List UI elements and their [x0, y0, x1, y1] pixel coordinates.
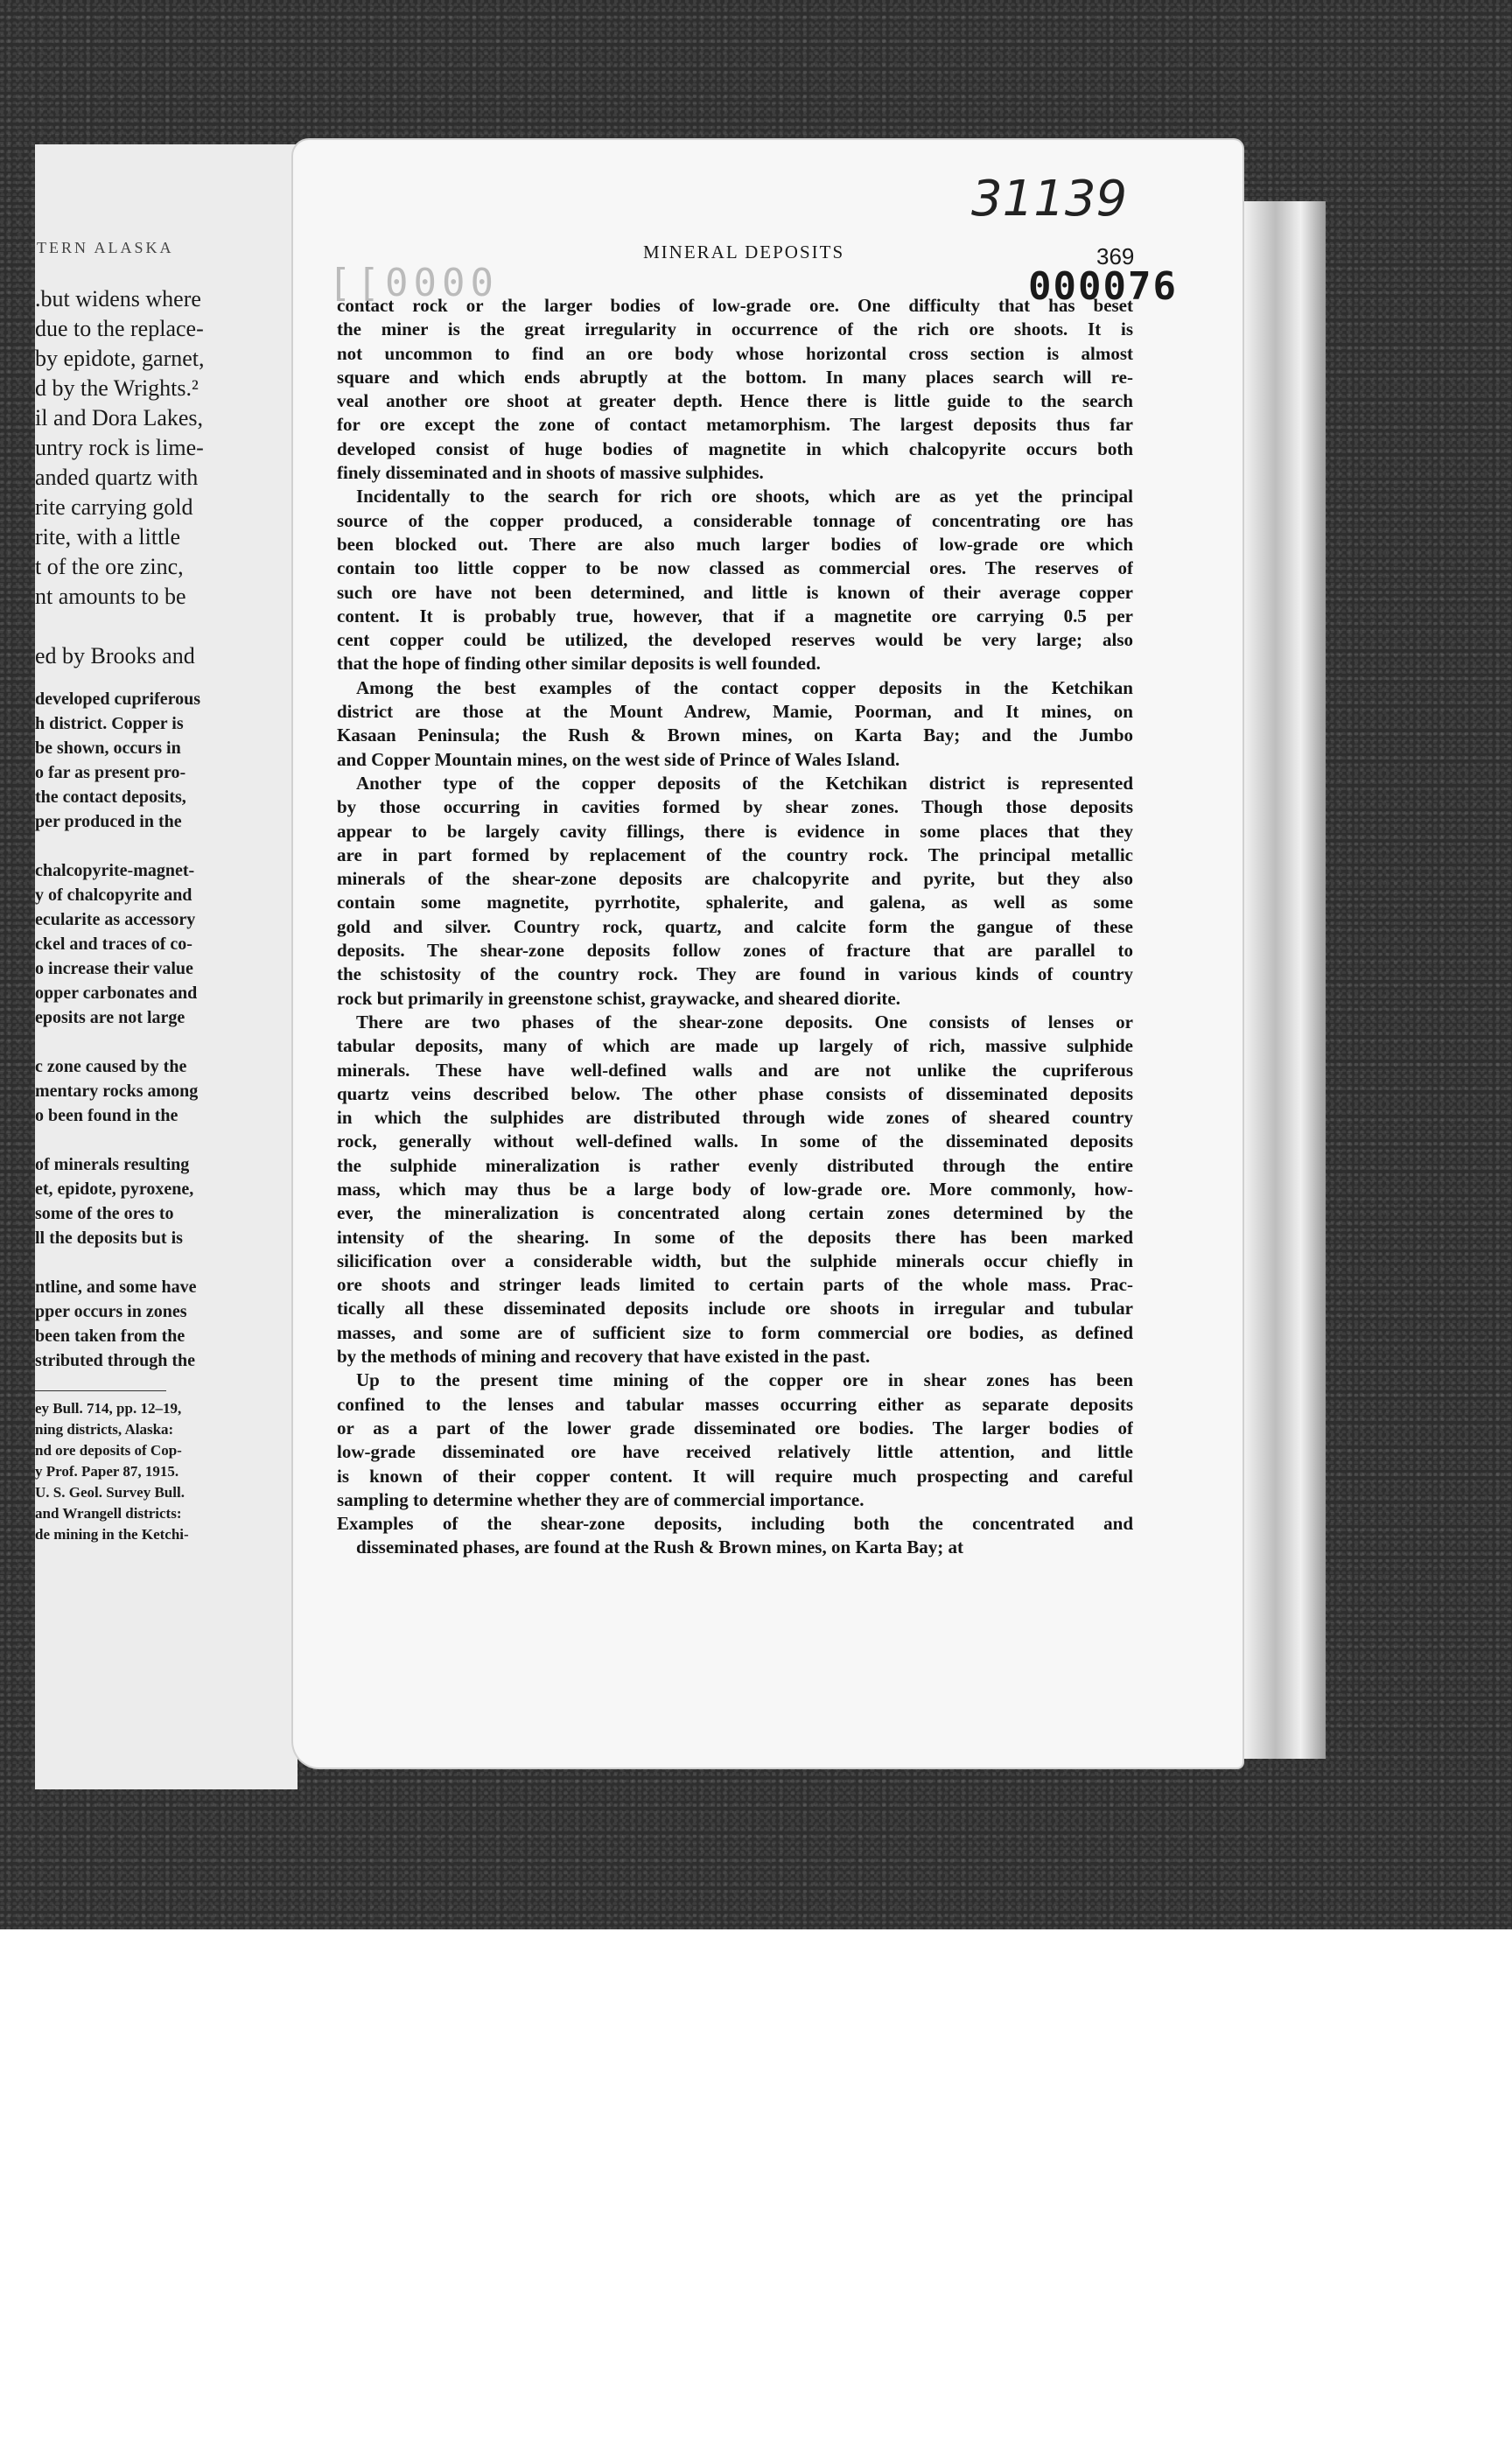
body-line: contact rock or the larger bodies of low-grade ore. One difficulty that has beset: [337, 295, 1133, 316]
body-line: tabular deposits, many of which are made up largely of rich, massive sulphide: [337, 1035, 1133, 1057]
left-page-line: due to the replace-: [35, 316, 204, 341]
left-page-line: developed cupriferous: [35, 690, 201, 709]
body-line: is known of their copper content. It will require much prospecting and careful: [337, 1465, 1133, 1487]
body-line: by those occurring in cavities formed by shear zones. Though those deposits: [337, 796, 1133, 818]
body-line: in which the sulphides are distributed through wide zones of sheared country: [337, 1107, 1133, 1129]
left-page-line: ey Bull. 714, pp. 12–19,: [35, 1400, 182, 1417]
body-line: district are those at the Mount Andrew, Mamie, Poorman, and It mines, on: [337, 701, 1133, 723]
left-page-line: o increase their value: [35, 959, 193, 978]
body-line: masses, and some are of sufficient size to form commercial ore bodies, as defined: [337, 1321, 1133, 1343]
left-page-line: the contact deposits,: [35, 788, 186, 807]
body-line: ore shoots and stringer leads limited to certain parts of the whole mass. Prac-: [337, 1274, 1133, 1296]
body-line: developed consist of huge bodies of magnetite in which chalcopyrite occurs both: [337, 438, 1133, 459]
left-page-line: rite, with a little: [35, 524, 181, 550]
left-page-line: untry rock is lime-: [35, 435, 204, 460]
left-page-line: ll the deposits but is: [35, 1228, 183, 1248]
left-page-line: o been found in the: [35, 1106, 178, 1125]
body-line: Incidentally to the search for rich ore shoots, which are as yet the principal: [356, 486, 1133, 508]
body-line: appear to be largely cavity fillings, there is evidence in some places that they: [337, 820, 1133, 842]
body-line: gold and silver. Country rock, quartz, and calcite form the gangue of these: [337, 915, 1133, 937]
left-page-line: ecularite as accessory: [35, 910, 196, 929]
left-page-line: [35, 1030, 298, 1054]
body-line: or as a part of the lower grade disseminated ore bodies. The larger bodies of: [337, 1417, 1133, 1438]
left-page-line: y Prof. Paper 87, 1915.: [35, 1463, 179, 1480]
left-page-line: and Wrangell districts:: [35, 1505, 182, 1522]
left-page-line: eposits are not large: [35, 1008, 186, 1027]
body-line: content. It is probably true, however, that if a magnetite ore carrying 0.5 per: [337, 605, 1133, 626]
left-page-line: nt amounts to be: [35, 584, 186, 609]
body-line: silicification over a considerable width, but the sulphide minerals occur chiefly in: [337, 1250, 1133, 1271]
body-line: square and which ends abruptly at the bottom. In many places search will re-: [337, 366, 1133, 388]
body-line: for ore except the zone of contact metamorphism. The largest deposits thus far: [337, 414, 1133, 436]
left-page-line: o far as present pro-: [35, 763, 186, 782]
left-page-line: c zone caused by the: [35, 1057, 187, 1076]
body-line: Kasaan Peninsula; the Rush & Brown mines, on Karta Bay; and the Jumbo: [337, 724, 1133, 746]
body-line: source of the copper produced, a considerable tonnage of concentrating ore has: [337, 509, 1133, 531]
ghost-stamp: [[0000: [328, 261, 499, 305]
body-line: cent copper could be utilized, the developed reserves would be very large; also: [337, 629, 1133, 651]
body-line: the sulphide mineralization is rather evenly distributed through the entire: [337, 1154, 1133, 1176]
left-page-line: pper occurs in zones: [35, 1302, 187, 1321]
left-page-line: et, epidote, pyroxene,: [35, 1180, 194, 1199]
body-line: the schistosity of the country rock. They are found in various kinds of country: [337, 963, 1133, 985]
left-page-text: [35, 284, 298, 1545]
body-line: tically all these disseminated deposits include ore shoots in irregular and tubular: [337, 1298, 1133, 1320]
left-page-line: ntline, and some have: [35, 1278, 197, 1297]
body-line: disseminated phases, are found at the Rush & Brown mines, on Karta Bay; at: [356, 1536, 964, 1558]
left-page-line: [35, 834, 298, 858]
left-page-line: ed by Brooks and: [35, 643, 195, 668]
body-line: mass, which may thus be a large body of low-grade ore. More commonly, how-: [337, 1178, 1133, 1200]
body-line: by the methods of mining and recovery that have existed in the past.: [337, 1346, 871, 1368]
body-line: minerals of the shear-zone deposits are chalcopyrite and pyrite, but they also: [337, 868, 1133, 890]
body-line: Examples of the shear-zone deposits, including both the concentrated and: [337, 1513, 1133, 1535]
body-text: [337, 294, 1133, 1560]
body-line: low-grade disseminated ore have received relatively little attention, and little: [337, 1441, 1133, 1463]
body-line: been blocked out. There are also much larger bodies of low-grade ore which: [337, 533, 1133, 555]
left-page-line: t of the ore zinc,: [35, 554, 184, 579]
left-page-line: d by the Wrights.²: [35, 375, 199, 401]
body-line: not uncommon to find an ore body whose horizontal cross section is almost: [337, 342, 1133, 364]
left-page-line: de mining in the Ketchi-: [35, 1526, 189, 1543]
document-stamp: 000076: [1028, 264, 1178, 309]
body-line: confined to the lenses and tabular masses occurring either as separate deposits: [337, 1393, 1133, 1415]
body-line: that the hope of finding other similar deposits is well founded.: [337, 653, 821, 675]
left-page-line: of minerals resulting: [35, 1155, 190, 1174]
body-line: finely disseminated and in shoots of massive sulphides.: [337, 462, 764, 484]
left-page-line: ning districts, Alaska:: [35, 1421, 174, 1438]
left-page-line: ckel and traces of co-: [35, 934, 192, 954]
body-line: There are two phases of the shear-zone deposits. One consists of lenses or: [356, 1011, 1133, 1032]
body-line: deposits. The shear-zone deposits follow zones of fracture that are parallel to: [337, 940, 1133, 962]
left-page-line: chalcopyrite-magnet-: [35, 861, 195, 880]
left-page-line: [35, 1128, 298, 1152]
left-page-line: [35, 612, 298, 641]
left-page-line: opper carbonates and: [35, 984, 198, 1003]
body-line: such ore have not been determined, and little is known of their average copper: [337, 581, 1133, 603]
book-page-edges: [1242, 201, 1326, 1759]
left-page-line: U. S. Geol. Survey Bull.: [35, 1484, 185, 1501]
body-line: rock but primarily in greenstone schist, graywacke, and sheared diorite.: [337, 987, 900, 1009]
handwritten-mark: 31139: [971, 171, 1128, 228]
left-page-line: stributed through the: [35, 1351, 195, 1370]
left-page-line: .but widens where: [35, 286, 201, 312]
left-page-line: some of the ores to: [35, 1204, 174, 1223]
body-line: contain some magnetite, pyrrhotite, sphalerite, and galena, as well as some: [337, 892, 1133, 914]
body-line: ever, the mineralization is concentrated along certain zones determined by the: [337, 1202, 1133, 1224]
left-page-line: be shown, occurs in: [35, 738, 181, 758]
left-page-line: anded quartz with: [35, 465, 199, 490]
body-line: are in part formed by replacement of the country rock. The principal metallic: [337, 844, 1133, 865]
left-page-line: il and Dora Lakes,: [35, 405, 204, 430]
left-page-line: per produced in the: [35, 812, 182, 831]
left-page: [35, 144, 298, 1789]
left-page-line: h district. Copper is: [35, 714, 184, 733]
left-page-line: rite carrying gold: [35, 494, 193, 520]
body-line: minerals. These have well-defined walls and are not unlike the cupriferous: [337, 1059, 1133, 1081]
body-line: Another type of the copper deposits of the Ketchikan district is represented: [356, 772, 1133, 794]
body-line: intensity of the shearing. In some of the deposits there has been marked: [337, 1226, 1133, 1248]
body-line: rock, generally without well-defined walls. In some of the disseminated deposits: [337, 1130, 1133, 1152]
left-page-line: mentary rocks among: [35, 1082, 199, 1101]
running-head: MINERAL DEPOSITS: [643, 242, 845, 262]
body-line: the miner is the great irregularity in occurrence of the rich ore shoots. It is: [337, 318, 1133, 340]
body-line: and Copper Mountain mines, on the west side of Prince of Wales Island.: [337, 748, 900, 770]
body-line: Up to the present time mining of the copper ore in shear zones has been: [356, 1369, 1133, 1391]
left-page-line: y of chalcopyrite and: [35, 886, 192, 905]
body-line: Among the best examples of the contact copper deposits in the Ketchikan: [356, 676, 1133, 698]
body-line: sampling to determine whether they are of commercial importance.: [337, 1488, 864, 1510]
left-running-head: TERN ALASKA: [37, 239, 174, 256]
left-page-line: by epidote, garnet,: [35, 346, 205, 371]
left-page-line: been taken from the: [35, 1326, 186, 1346]
left-page-line: [35, 1250, 298, 1275]
body-line: contain too little copper to be now classed as commercial ores. The reserves of: [337, 557, 1133, 579]
body-line: quartz veins described below. The other phase consists of disseminated deposits: [337, 1082, 1133, 1104]
left-page-line: nd ore deposits of Cop-: [35, 1442, 182, 1459]
body-line: veal another ore shoot at greater depth. Hence there is little guide to the search: [337, 390, 1133, 412]
page-number: 369: [1096, 243, 1135, 270]
